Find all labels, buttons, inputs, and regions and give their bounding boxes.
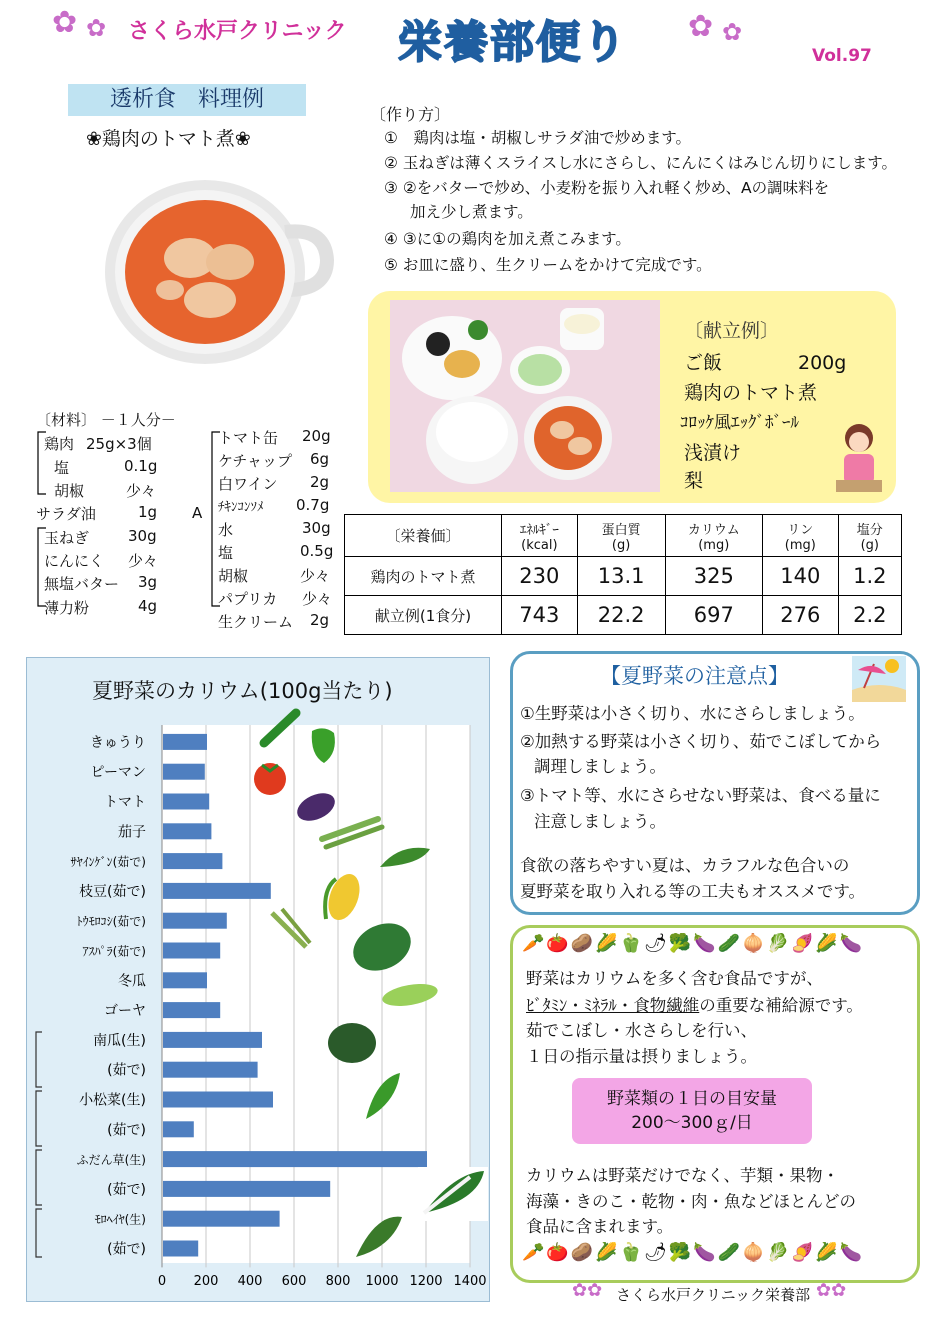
ingredient-amount: 2g: [310, 473, 330, 491]
ingredient-amount: 25g×3個: [86, 435, 152, 453]
ingredient-name: 塩: [54, 459, 70, 477]
ingredient-amount: 30g: [302, 519, 331, 537]
ingredient-name: ケチャップ: [218, 452, 292, 470]
dish-title: ❀鶏肉のトマト煮❀: [86, 128, 251, 150]
ingredient-name: 白ワイン: [218, 475, 278, 493]
beach-icon: [852, 656, 906, 702]
menu-item: 梨: [684, 470, 704, 492]
category-label: (茹で): [107, 1241, 146, 1258]
category-label: ゴーヤ: [104, 1003, 146, 1020]
x-tick-label: 1200: [409, 1274, 443, 1289]
category-label: ﾓﾛﾍｲﾔ(生): [94, 1212, 146, 1227]
bar: [163, 913, 227, 929]
cell-value: 13.1: [577, 557, 665, 596]
category-label: トマト: [104, 794, 146, 811]
nutrition-header: ｴﾈﾙｷﾞｰ (kcal): [502, 515, 578, 557]
bar: [163, 734, 207, 750]
step-1: ① 鶏肉は塩・胡椒しサラダ油で炒めます。: [384, 129, 692, 147]
category-label: ｱｽﾊﾟﾗ(茹で): [82, 944, 146, 959]
ingredient-name: 玉ねぎ: [44, 529, 90, 547]
category-label: (茹で): [107, 1062, 146, 1079]
seasoning-a-label: A: [192, 504, 203, 522]
ingredient-amount: 0.5g: [300, 542, 334, 560]
flower-icon: ✿: [86, 14, 107, 42]
cell-value: 2.2: [838, 596, 901, 635]
ingredient-name: 薄力粉: [44, 599, 90, 617]
ingredient-amount: 少々: [300, 567, 331, 585]
bar: [163, 794, 209, 810]
category-label: (茹で): [107, 1122, 146, 1139]
chart-title: 夏野菜のカリウム(100g当たり): [92, 679, 393, 703]
category-label: 冬瓜: [118, 973, 146, 990]
caution-line: ②加熱する野菜は小さく切り、茹でこぼしてから: [520, 732, 882, 751]
menu-item: ｺﾛｯｹ風ｴｯｸﾞﾎﾞｰﾙ: [680, 413, 799, 433]
ingredient-name: 胡椒: [54, 482, 85, 500]
ingredient-amount: 2g: [310, 611, 330, 629]
category-label: 南瓜(生): [93, 1032, 146, 1049]
category-label: ふだん草(生): [76, 1153, 146, 1168]
ingredient-name: パプリカ: [218, 590, 278, 608]
daily-intake-badge: [572, 1078, 812, 1144]
ingredient-amount: 20g: [302, 427, 331, 445]
veg-info-line: ﾋﾞﾀﾐﾝ・ﾐﾈﾗﾙ・食物繊維の重要な補給源です。: [526, 996, 863, 1015]
bar: [163, 764, 205, 780]
category-label: きゅうり: [90, 734, 146, 751]
x-tick-label: 0: [157, 1274, 167, 1289]
caution-line: 夏野菜を取り入れる等の工夫もオススメです。: [520, 882, 866, 901]
row-label: 鶏肉のトマト煮: [345, 557, 502, 596]
category-label: 茄子: [118, 824, 146, 841]
chard-icon: [418, 1167, 488, 1221]
table-row: [345, 596, 902, 635]
ingredient-name: ﾁｷﾝｺﾝｿﾒ: [218, 500, 264, 515]
x-tick-label: 800: [325, 1274, 351, 1289]
clinic-name: さくら水戸クリニック: [128, 19, 347, 44]
cell-value: 276: [762, 596, 838, 635]
menu-item: 鶏肉のトマト煮: [684, 382, 818, 404]
step-3-cont: 加え少し煮ます。: [410, 203, 533, 221]
section-label: 透析食 料理例: [68, 84, 306, 116]
cell-value: 325: [665, 557, 762, 596]
menu-item: ご飯 200g: [684, 352, 847, 374]
ingredient-amount: 少々: [302, 590, 333, 608]
cell-value: 230: [502, 557, 578, 596]
cell-value: 22.2: [577, 596, 665, 635]
flower-icon: ✿✿: [572, 1280, 603, 1301]
veg-info-line: 海藻・きのこ・乾物・肉・魚などほとんどの: [526, 1192, 856, 1211]
ingredient-amount: 3g: [138, 573, 158, 591]
caution-line: 食欲の落ちやすい夏は、カラフルな色合いの: [520, 856, 850, 875]
category-label: 小松菜(生): [79, 1092, 146, 1109]
category-label: 枝豆(茹で): [79, 883, 146, 900]
ingredient-name: 鶏肉: [44, 435, 75, 453]
menu-title: 〔献立例〕: [684, 320, 780, 342]
bar: [163, 1121, 194, 1137]
ingredient-name: にんにく: [44, 552, 105, 570]
bar: [163, 1241, 198, 1257]
table-row: [345, 557, 902, 596]
footer-text: さくら水戸クリニック栄養部: [616, 1286, 811, 1304]
caution-line: ③トマト等、水にさらせない野菜は、食べる量に: [520, 786, 881, 805]
veg-info-line: 茹でこぼし・水さらしを行い、: [526, 1021, 757, 1040]
flower-icon: ✿: [688, 9, 714, 44]
x-tick-label: 600: [281, 1274, 307, 1289]
bar: [163, 1211, 280, 1227]
category-label: (茹で): [107, 1181, 146, 1198]
howto-title: 〔作り方〕: [370, 105, 451, 124]
ingredient-name: 水: [218, 521, 234, 539]
ingredient-amount: 30g: [128, 527, 157, 545]
pumpkin-icon: [328, 1023, 376, 1063]
ingredient-name: 無塩バター: [44, 575, 120, 593]
bar: [163, 1062, 258, 1078]
bar: [163, 943, 220, 959]
flower-icon: ✿✿: [816, 1280, 847, 1301]
vegetable-border-icon: 🥕🍅🥔🌽🫑🌶🥦🍆🥒🧅🥬🍠🌽🍆: [522, 1242, 865, 1263]
cell-value: 743: [502, 596, 578, 635]
ingredient-amount: 少々: [126, 482, 157, 500]
veg-info-line: 野菜はカリウムを多く含む食品ですが、: [526, 969, 823, 988]
cook-girl-illustration: [832, 420, 886, 496]
bar: [163, 1092, 273, 1108]
potassium-bar-chart: [26, 657, 488, 1300]
bar: [163, 853, 222, 869]
nutrition-table: [344, 514, 902, 635]
step-3: ③ ②をバターで炒め、小麦粉を振り入れ軽く炒め、Aの調味料を: [384, 179, 830, 197]
bar: [163, 1151, 427, 1167]
ingredient-amount: 0.1g: [124, 457, 158, 475]
ingredient-name: トマト缶: [218, 429, 279, 447]
tomato-stew-photo: [80, 160, 348, 378]
cell-value: 1.2: [838, 557, 901, 596]
set-meal-photo: [390, 300, 660, 492]
row-label: 献立例(1食分): [345, 596, 502, 635]
x-tick-label: 1000: [365, 1274, 399, 1289]
x-tick-label: 400: [237, 1274, 263, 1289]
bar: [163, 1181, 330, 1197]
ingredients-header: 〔材料〕 －１人分－: [36, 411, 176, 429]
x-tick-label: 200: [193, 1274, 219, 1289]
bar: [163, 883, 271, 899]
nutrition-header: 塩分 (g): [838, 515, 901, 557]
ingredient-name: 塩: [218, 544, 234, 562]
page-title: 栄養部便り: [398, 17, 628, 68]
ingredient-amount: 0.7g: [296, 496, 330, 514]
veg-info-line: 食品に含まれます。: [526, 1217, 674, 1236]
caution-title: 【夏野菜の注意点】: [600, 664, 789, 688]
tomato-icon: [254, 763, 286, 795]
ingredient-name: 生クリーム: [218, 613, 294, 631]
bar: [163, 1002, 220, 1018]
bar: [163, 823, 211, 839]
step-2: ② 玉ねぎは薄くスライスし水にさらし、にんにくはみじん切りにします。: [384, 154, 897, 172]
ingredient-amount: 6g: [310, 450, 330, 468]
veg-info-line: カリウムは野菜だけでなく、芋類・果物・: [526, 1166, 840, 1185]
step-4: ④ ③に①の鶏肉を加え煮こみます。: [384, 230, 631, 248]
flower-icon: ✿: [722, 18, 743, 46]
daily-intake-label: 野菜類の１日の目安量: [607, 1089, 777, 1109]
nutrition-header: リン (mg): [762, 515, 838, 557]
nutrition-corner: 〔栄養価〕: [345, 515, 502, 557]
ingredient-name: サラダ油: [36, 505, 96, 523]
ingredient-amount: 少々: [128, 552, 159, 570]
menu-item: 浅漬け: [684, 442, 742, 464]
cell-value: 140: [762, 557, 838, 596]
flower-icon: ✿: [52, 5, 78, 40]
cell-value: 697: [665, 596, 762, 635]
category-label: ピーマン: [90, 764, 146, 781]
ingredient-amount: 1g: [138, 503, 158, 521]
x-tick-label: 1400: [453, 1274, 487, 1289]
ingredient-amount: 4g: [138, 597, 158, 615]
caution-line: 調理しましょう。: [534, 757, 666, 776]
caution-line: 注意しましょう。: [534, 812, 666, 831]
volume-number: Vol.97: [812, 46, 872, 66]
veg-info-line: １日の指示量は摂りましょう。: [526, 1047, 757, 1066]
bar: [163, 972, 207, 988]
daily-intake-value: 200～300ｇ/日: [631, 1113, 753, 1133]
ingredient-name: 胡椒: [218, 567, 249, 585]
nutrition-header: 蛋白質 (g): [577, 515, 665, 557]
bar: [163, 1032, 262, 1048]
category-label: ｻﾔｲﾝｹﾞﾝ(茹で): [70, 855, 146, 870]
category-label: ﾄｳﾓﾛｺｼ(茹で): [76, 914, 146, 929]
caution-line: ①生野菜は小さく切り、水にさらしましょう。: [520, 704, 865, 723]
nutrition-header: カリウム (mg): [665, 515, 762, 557]
step-5: ⑤ お皿に盛り、生クリームをかけて完成です。: [384, 256, 712, 274]
vegetable-border-icon: 🥕🍅🥔🌽🫑🌶🥦🍆🥒🧅🥬🍠🌽🍆: [522, 933, 865, 954]
